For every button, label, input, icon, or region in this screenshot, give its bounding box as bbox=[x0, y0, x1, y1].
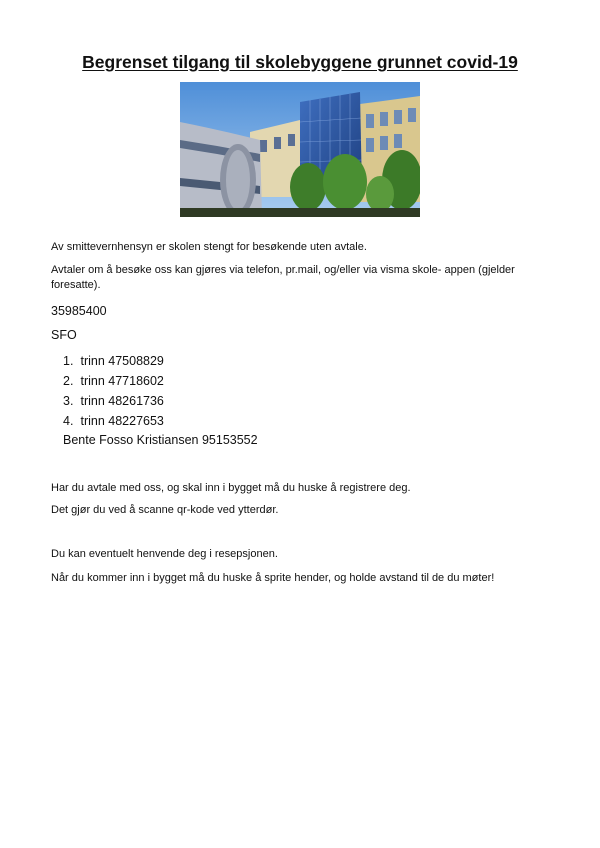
contact-person: Bente Fosso Kristiansen 95153552 bbox=[63, 433, 258, 447]
qr-code-text: Det gjør du ved å scanne qr-kode ved ytterdør. bbox=[51, 504, 279, 516]
main-phone: 35985400 bbox=[51, 304, 107, 318]
page-title: Begrenset tilgang til skolebyggene grunnet covid-19 bbox=[82, 52, 518, 72]
list-item: 3. trinn 48261736 bbox=[63, 394, 164, 408]
sfo-label: SFO bbox=[51, 328, 77, 342]
appointments-text: Avtaler om å besøke oss kan gjøres via telefon, pr.mail, og/eller via visma skole- appen (gjelder foresatte). bbox=[51, 264, 515, 291]
list-item: 4. trinn 48227653 bbox=[63, 414, 164, 428]
list-item: 2. trinn 47718602 bbox=[63, 374, 164, 388]
school-building-photo bbox=[180, 82, 420, 217]
register-text: Har du avtale med oss, og skal inn i bygget må du huske å registrere deg. bbox=[51, 482, 411, 494]
reception-text: Du kan eventuelt henvende deg i resepsjonen. bbox=[51, 548, 278, 560]
hygiene-text: Når du kommer inn i bygget må du huske å sprite hender, og holde avstand til de du møter! bbox=[51, 572, 495, 584]
intro-text: Av smittevernhensyn er skolen stengt for besøkende uten avtale. bbox=[51, 241, 367, 253]
list-item: 1. trinn 47508829 bbox=[63, 354, 164, 368]
sfo-phone-list bbox=[63, 351, 164, 431]
